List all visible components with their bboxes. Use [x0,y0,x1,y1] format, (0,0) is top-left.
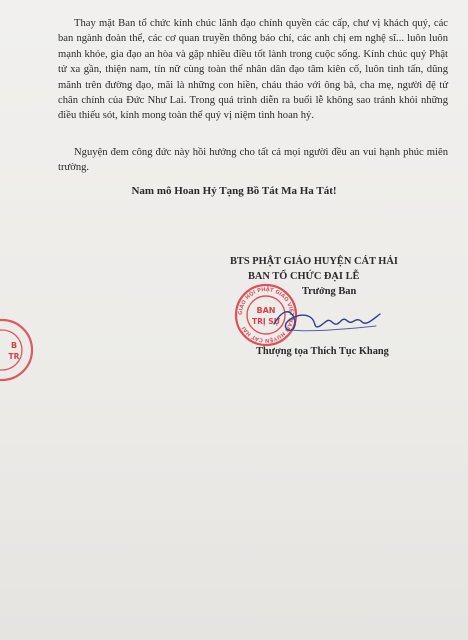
body-paragraph-2: Nguyện đem công đức này hồi hướng cho tất cả mọi người đều an vui hạnh phúc miên trường. [58,147,448,174]
partial-seal-letter-2: TR [8,352,20,361]
seal-ring-text: GIÁO HỘI PHẬT GIÁO VIỆT NAM HUYỆN CÁT HẢI [237,286,295,344]
org-name-line-1: BTS PHẬT GIÁO HUYỆN CÁT HẢI [230,256,398,267]
signer-name: Thượng tọa Thích Tục Khang [256,346,389,357]
closing-invocation: Nam mô Hoan Hỷ Tạng Bồ Tát Ma Ha Tát! [131,185,337,197]
body-paragraph-1: Thay mặt Ban tổ chức kính chúc lãnh đạo chính quyền các cấp, chư vị khách quý, các ban ngành đoàn thể, các cơ quan truyền thông báo chí, các anh chị em nghệ sĩ... luôn luôn mạnh khỏe, gia đạo an hòa và gặp nhiều điều tốt lành trong cuộc sống. Kính chúc quý Phật tử xa gần, thiện nam, tín nữ cùng toàn thể nhân dân đạo tâm kiên cố, luôn tinh tấn, dũng mãnh trên đường đạo, mãi là những con hiền, cháu thảo với ông bà, cha mẹ, người đệ tử chân chính của Đức Như Lai. Trong quá trình diễn ra buổi lễ không sao tránh khỏi những điều thiếu sót, kính mong toàn thể quý vị niệm tình hoan hỷ. [58,18,448,122]
seal-center-line-2: TRỊ SỰ [252,317,280,326]
signer-role: Trưởng Ban [302,286,357,297]
org-name-line-2: BAN TỔ CHỨC ĐẠI LỄ [248,271,360,282]
handwritten-signature-icon [268,300,388,340]
seal-center-line-1: BAN [256,306,276,315]
partial-seal-letter-1: B [10,341,18,350]
partial-seal-icon [0,318,34,382]
